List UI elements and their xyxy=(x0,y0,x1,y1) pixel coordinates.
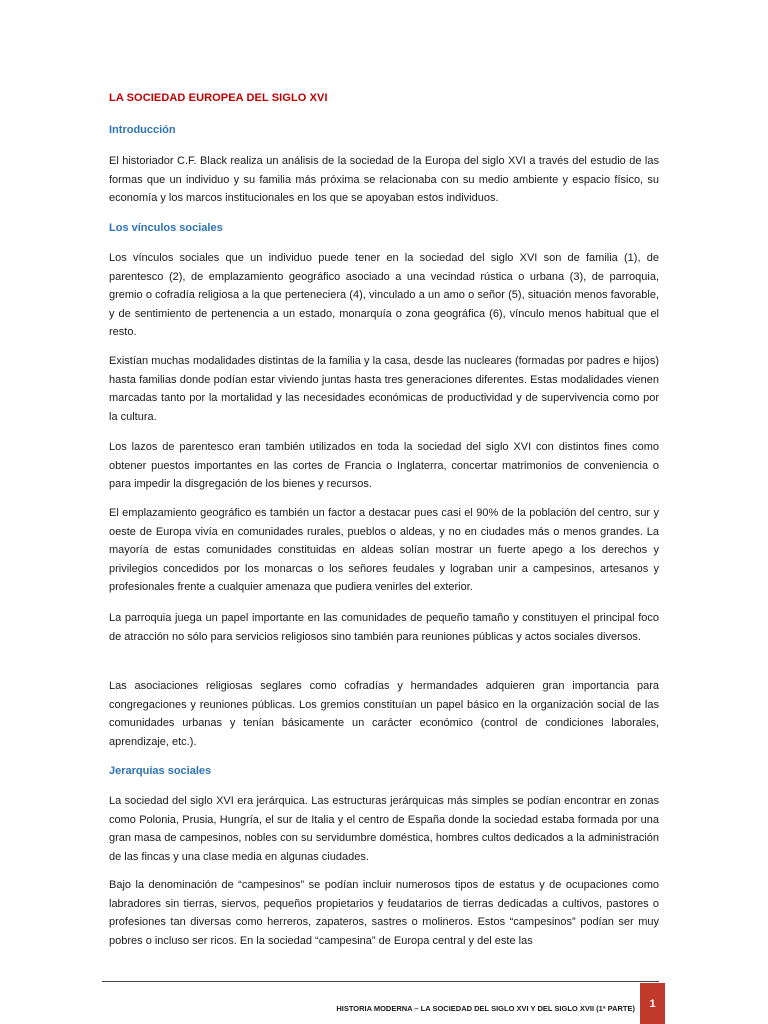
paragraph: Existían muchas modalidades distintas de la familia y la casa, desde las nucleares (formadas por padres e hijos) hasta familias donde podían estar viviendo juntas hasta tres generaciones diferentes. Estas modalidades vienen marcadas tanto por la mortalidad y las necesidades económicas de productividad y de supervivencia como por la cultura. xyxy=(109,355,659,423)
paragraph: La sociedad del siglo XVI era jerárquica. Las estructuras jerárquicas más simples se podían encontrar en zonas como Polonia, Prusia, Hungría, el sur de Italia y el centro de España donde la sociedad estaba formada por una gran masa de campesinos, nobles con su servidumbre doméstica, hombres cultos dedicados a la administración de las fincas y una clase media en algunas ciudades. xyxy=(109,795,659,863)
page-number-badge: 1 xyxy=(640,983,665,1024)
paragraph: Bajo la denominación de “campesinos” se podían incluir numerosos tipos de estatus y de ocupaciones como labradores sin tierras, siervos, pequeños propietarios y feudatarios de tierras dedicadas a cultivos, pastores o profesiones tan diversas como herreros, zapateros, sastres o molineros. Estos “campesinos” podían ser muy pobres o incluso ser ricos. En la sociedad “campesina” de Europa central y del este las xyxy=(109,879,659,947)
section-heading-introduccion: Introducción xyxy=(109,124,176,136)
paragraph: Las asociaciones religiosas seglares como cofradías y hermandades adquieren gran importancia para congregaciones y reuniones públicas. Los gremios constituían un papel básico en la organización social de las comunidades urbanas y tenían básicamente un carácter económico (control de condiciones laborales, aprendizaje, etc.). xyxy=(109,680,659,748)
paragraph: Los lazos de parentesco eran también utilizados en toda la sociedad del siglo XVI con distintos fines como obtener puestos importantes en las cortes de Francia o Inglaterra, concertar matrimonios de conveniencia o para impedir la disgregación de los bienes y recursos. xyxy=(109,441,659,490)
paragraph: El historiador C.F. Black realiza un análisis de la sociedad de la Europa del siglo XVI a través del estudio de las formas que un individuo y su familia más próxima se relacionaba con su medio ambiente y espacio físico, su economía y los marcos institucionales en los que se apoyaban estos individuos. xyxy=(109,155,659,204)
footer-divider xyxy=(102,981,659,982)
document-title: LA SOCIEDAD EUROPEA DEL SIGLO XVI xyxy=(109,92,328,104)
footer-running-title: HISTORIA MODERNA – LA SOCIEDAD DEL SIGLO XVI Y DEL SIGLO XVII (1ª PARTE) xyxy=(336,1004,635,1013)
section-heading-vinculos-sociales: Los vínculos sociales xyxy=(109,222,223,234)
paragraph: El emplazamiento geográfico es también un factor a destacar pues casi el 90% de la población del centro, sur y oeste de Europa vivía en comunidades rurales, pueblos o aldeas, y no en ciudades más o menos grandes. La mayoría de estas comunidades constituidas en aldeas solían mostrar un fuerte apego a los derechos y privilegios concedidos por los monarcas o los señores feudales y lograban unir a campesinos, artesanos y profesionales frente a cualquier amenaza que pudiera venirles del exterior. xyxy=(109,507,659,593)
section-heading-jerarquias-sociales: Jerarquías sociales xyxy=(109,765,212,777)
paragraph: Los vínculos sociales que un individuo puede tener en la sociedad del siglo XVI son de familia (1), de parentesco (2), de emplazamiento geográfico asociado a una vecindad rústica o urbana (3), de parroquia, gremio o cofradía religiosa a la que perteneciera (4), vinculado a un amo o señor (5), situación menos favorable, y de sentimiento de pertenencia a un estado, monarquía o zona geográfica (6), vínculo menos habitual que el resto. xyxy=(109,252,659,338)
paragraph: La parroquia juega un papel importante en las comunidades de pequeño tamaño y constituyen el principal foco de atracción no sólo para servicios religiosos sino también para reuniones públicas y actos sociales diversos. xyxy=(109,612,659,643)
